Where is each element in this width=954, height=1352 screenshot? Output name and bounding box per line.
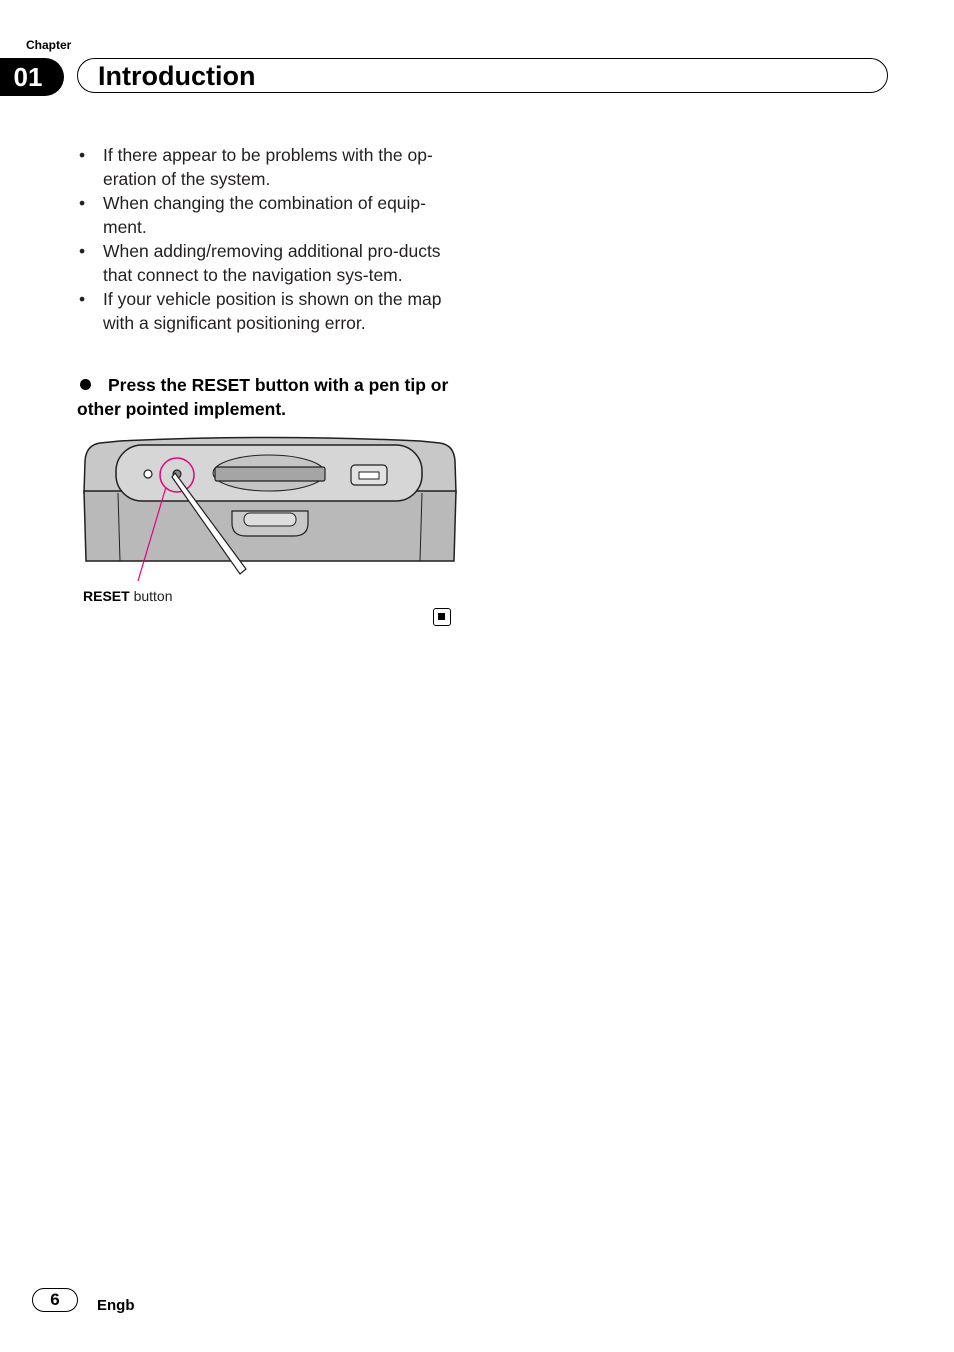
bullet-icon: • [79,145,86,165]
device-illustration [80,433,460,583]
chapter-label: Chapter [26,38,72,52]
title-box [77,58,888,93]
figure-caption [83,588,173,604]
caption-label: button [129,588,173,604]
bullet-icon: • [79,193,86,213]
list-item-text: When adding/removing additional pro-ducts that connect to the navigation sys-tem. [103,241,441,285]
bullet-icon: • [79,241,86,261]
list-item-text: When changing the combination of equip-ment. [103,193,426,237]
list-item-text: If there appear to be problems with the op-eration of the system. [103,145,433,189]
card-slot-icon [215,467,325,481]
led-indicator-icon [144,470,152,478]
bullet-icon: • [79,289,86,309]
list-item [77,191,457,239]
step-instruction [77,373,467,421]
page-title: Introduction [98,61,256,91]
page-number: 6 [32,1288,78,1312]
caption-bold-label: RESET [83,588,130,604]
list-item-text: If your vehicle position is shown on the map with a significant positioning error. [103,289,442,333]
language-code: Engb [97,1297,135,1314]
step-text: Press the RESET button with a pen tip or other pointed implement. [77,375,449,419]
list-item [77,239,457,287]
list-item [77,287,457,335]
section-end-icon [433,608,451,626]
step-bullet-icon [80,379,91,390]
list-item [77,143,457,191]
condition-list [77,143,457,335]
chapter-number-tab: 01 [0,58,64,96]
